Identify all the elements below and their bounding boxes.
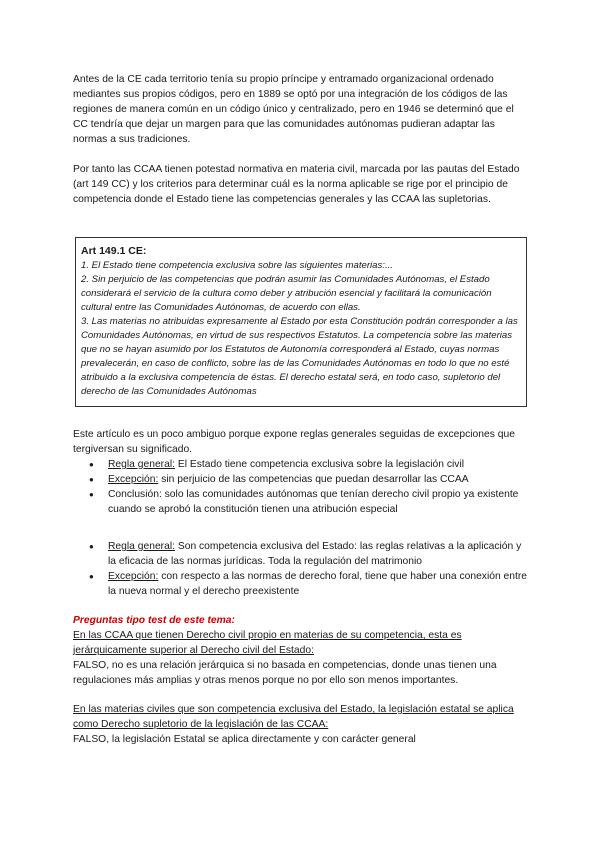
list-item-text: Conclusión: solo las comunidades autónomas que tenían derecho civil propio ya existente cuando se aprobó la constitución tienen una atribución especial	[108, 489, 519, 515]
list-item-text: El Estado tiene competencia exclusiva sobre la legislación civil	[174, 459, 465, 470]
list-item-text: sin perjuicio de las competencias que puedan desarrollar las CCAA	[158, 474, 469, 485]
list-item-label: Excepción:	[108, 474, 159, 485]
list-item-text: con respecto a las normas de derecho foral, tiene que haber una conexión entre la nueva normal y el derecho preexistente	[108, 571, 528, 597]
list-item-label: Regla general:	[108, 459, 175, 470]
document-page	[73, 72, 528, 747]
list-item-label: Regla general:	[108, 541, 175, 552]
intro-paragraph-1: Antes de la CE cada territorio tenía su propio príncipe y entramado organizacional ordenado mediantes sus propios códigos, pero en 1889 se optó por una integración de los códigos de las regiones de manera común en un código único y centralizado, pero en 1946 se determinó que el CC tendría que dejar un margen para que las comunidades autónomas pudieran adaptar las normas a sus tradiciones.	[73, 74, 514, 145]
list-item-text: Son competencia exclusiva del Estado: las reglas relativas a la aplicación y la eficacia de las normas jurídicas. Toda la regulación del matrimonio	[108, 541, 522, 567]
answer-2: FALSO, la legislación Estatal se aplica directamente y con carácter general	[73, 734, 416, 745]
list-item	[81, 487, 528, 517]
question-1: En las CCAA que tienen Derecho civil propio en materias de su competencia, esta es jerárquicamente superior al Derecho civil del Estado:	[73, 630, 462, 656]
list-item	[81, 569, 528, 599]
analysis-intro: Este artículo es un poco ambiguo porque expone reglas generales seguidas de excepciones que tergiversan su significado.	[73, 429, 515, 455]
analysis-list-2	[73, 539, 528, 599]
list-item-label: Excepción:	[108, 571, 159, 582]
list-item	[81, 457, 528, 472]
intro-paragraph-2: Por tanto las CCAA tienen potestad normativa en materia civil, marcada por las pautas del Estado (art 149 CC) y los criterios para determinar cuál es la norma aplicable se rige por el principio de competencia donde el Estado tiene las competencias generales y las CCAA las supletorias.	[73, 164, 520, 205]
article-item-2: 2. Sin perjuicio de las competencias que podrán asumir las Comunidades Autónomas, el Estado considerará el servicio de la cultura como deber y atribución esencial y facilitará la comunicación cultural entre las Comunidades Autónomas, de acuerdo con ellas.	[81, 274, 492, 313]
article-title: Art 149.1 CE:	[81, 245, 147, 257]
answer-1: FALSO, no es una relación jerárquica si no basada en competencias, donde unas tienen una regulaciones más amplias y otras menos porque no por ello son menos importantes.	[73, 660, 497, 686]
article-149-box	[75, 237, 527, 407]
question-2: En las materias civiles que son competencia exclusiva del Estado, la legislación estatal se aplica como Derecho supletorio de la legislación de las CCAA:	[73, 704, 514, 730]
article-item-1: 1. El Estado tiene competencia exclusiva sobre las siguientes materias:...	[81, 260, 393, 271]
questions-title: Preguntas tipo test de este tema:	[73, 615, 235, 626]
list-item	[81, 539, 528, 569]
analysis-list-1	[73, 457, 528, 517]
article-item-3: 3. Las materias no atribuidas expresamente al Estado por esta Constitución podrán corresponder a las Comunidades Autónomas, en virtud de sus respectivos Estatutos. La competencia sobre las materias que no se hayan asumido por los Estatutos de Autonomía corresponderá al Estado, cuyas normas prevalecerán, en caso de conflicto, sobre las de las Comunidades Autónomas en todo lo que no esté atribuido a la exclusiva competencia de éstas. El derecho estatal será, en todo caso, supletorio del derecho de las Comunidades Autónomas	[81, 316, 518, 397]
list-item	[81, 472, 528, 487]
